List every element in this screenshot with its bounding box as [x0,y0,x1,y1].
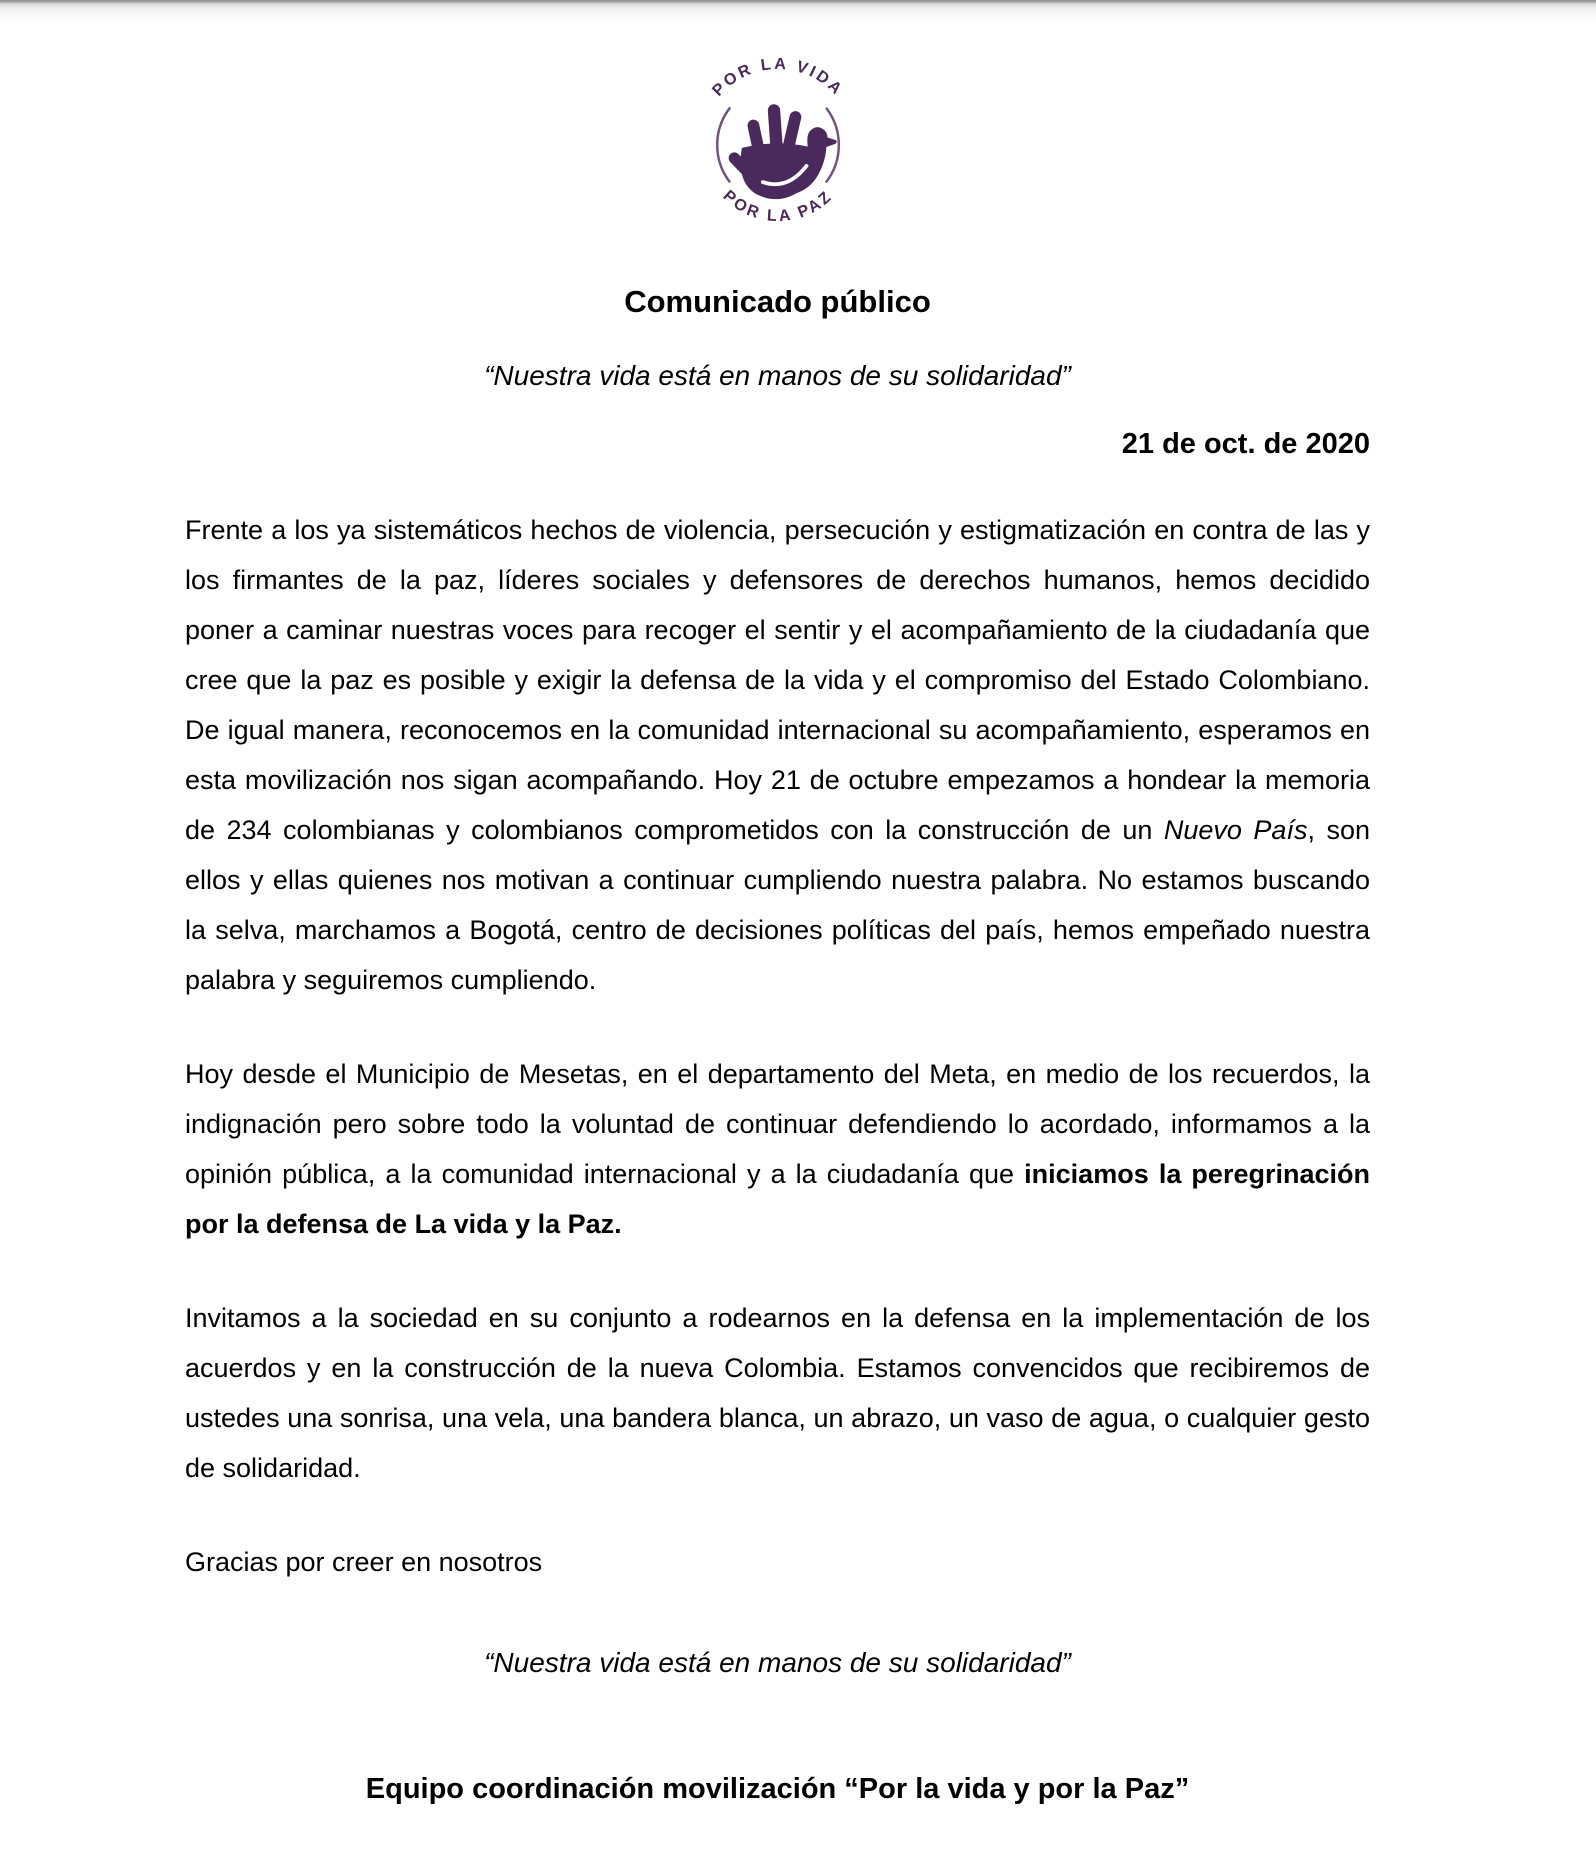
logo-bottom-arc-text: POR LA PAZ [719,186,836,226]
signature-line: Equipo coordinación movilización “Por la vida y por la Paz” [365,1773,1190,1805]
paragraph-1 [185,505,1370,1005]
paragraph-2-bold-phrase: iniciamos la peregrinación por la defensa de La vida y la Paz. [185,1159,1370,1239]
logo [185,24,1370,240]
paragraph-1-text-b: , son ellos y ellas quienes nos motivan a continuar cumpliendo nuestra palabra. No estamos buscando la selva, marchamos a Bogotá, centro de decisiones políticas del país, hemos empeñado nuestra palabra y seguiremos cumpliendo. [185,815,1370,995]
document-page [0,24,1596,1866]
paragraph-1-text-a: Frente a los ya sistemáticos hechos de violencia, persecución y estigmatización en contra de las y los firmantes de la paz, líderes sociales y defensores de derechos humanos, hemos decidido poner a caminar nuestras voces para recoger el sentir y el acompañamiento de la ciudadanía que cree que la paz es posible y exigir la defensa de la vida y el compromiso del Estado Colombiano. De igual manera, reconocemos en la comunidad internacional su acompañamiento, esperamos en esta movilización nos sigan acompañando. Hoy 21 de octubre empezamos a hondear la memoria de 234 colombianas y colombianos comprometidos con la construcción de un [185,515,1370,845]
window-top-shadow [0,0,1596,24]
paragraph-2 [185,1049,1370,1249]
paragraph-2-text: Hoy desde el Municipio de Mesetas, en el departamento del Meta, en medio de los recuerdos, la indignación pero sobre todo la voluntad de continuar defendiendo lo acordado, informamos a la opinión pública, a la comunidad internacional y a la ciudadanía que [185,1059,1370,1189]
logo-top-arc-text: POR LA VIDA [708,54,847,100]
thanks-line: Gracias por creer en nosotros [185,1547,543,1577]
motto-quote: “Nuestra vida está en manos de su solidaridad” [484,360,1071,391]
paragraph-3: Invitamos a la sociedad en su conjunto a rodearnos en la defensa en la implementación de los acuerdos y en la construcción de la nueva Colombia. Estamos convencidos que recibiremos de ustedes una sonrisa, una vela, una bandera blanca, un abrazo, un vaso de agua, o cualquier gesto de solidaridad. [185,1303,1370,1483]
closing-quote: “Nuestra vida está en manos de su solidaridad” [484,1647,1071,1678]
hand-dove-emblem [683,50,873,240]
paragraph-1-italic-phrase: Nuevo País [1163,815,1308,845]
date-line: 21 de oct. de 2020 [1121,428,1370,460]
page-title: Comunicado público [624,284,931,319]
